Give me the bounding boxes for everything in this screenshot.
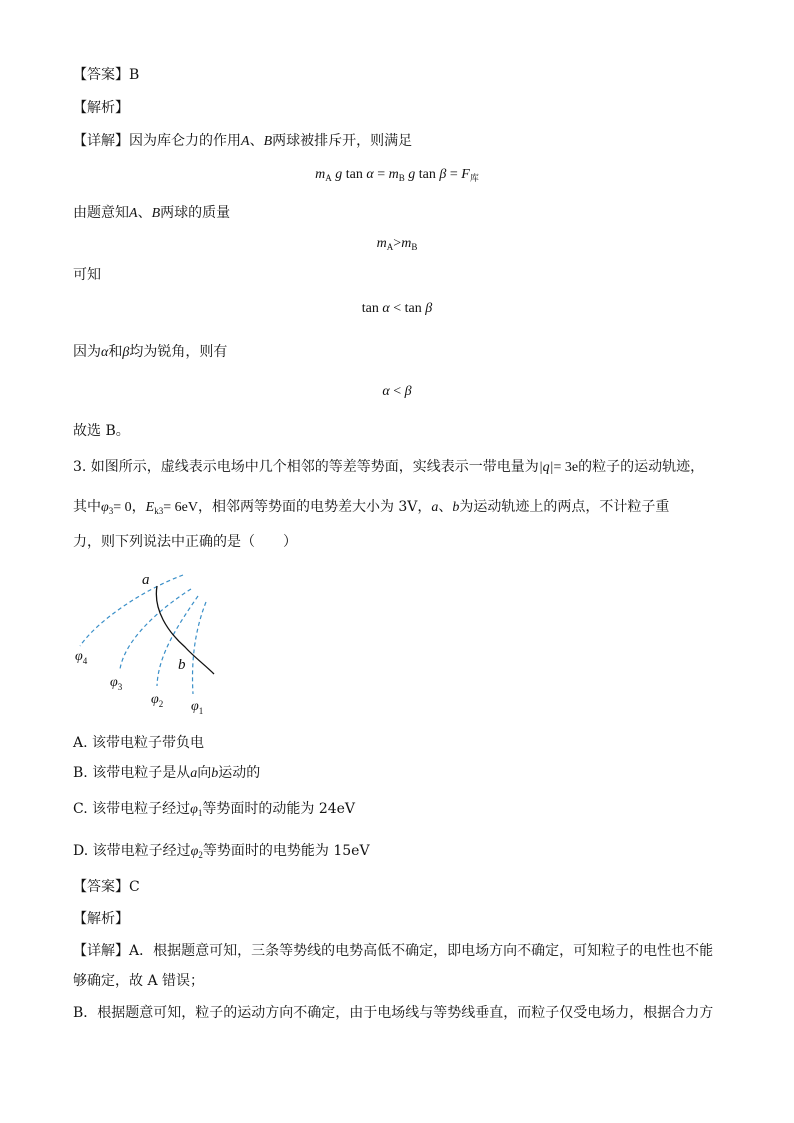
separator: 、 [249,133,264,149]
eq-symbol: m [401,236,412,251]
ek-sub: k3 [154,506,164,516]
separator: ， [131,499,146,515]
detail-text: 两球被排斥开，则满足 [272,133,413,149]
option-text: C. 该带电粒子经过 [73,801,191,817]
question-text: ，相邻两等势面的电势差大小为 3V， [197,499,432,515]
phi4-label: $\varphi_4$ [75,649,88,666]
question-text: 的粒子的运动轨迹， [578,459,705,475]
detail-text: 【详解】因为库仑力的作用 [73,133,241,149]
conclusion-line: 故选 B。 [73,423,130,439]
equation-3 [0,299,794,319]
ball-b-label: B [263,134,273,149]
answer-label-1: 【答案】B [73,67,140,83]
eq-sub: A [386,242,394,252]
detail-line-1 [73,131,412,152]
beta-symbol: β [122,345,130,360]
detail-line-2 [73,203,230,224]
eq-op: < [393,301,402,316]
answer-label-2: 【答案】C [73,879,140,895]
question-text: 其中 [73,499,101,515]
phi-symbol: φ [101,500,109,515]
point-label-a: a [142,572,150,588]
eq-sub: B [398,173,405,183]
eq-func: tan [418,167,436,182]
equipotential-figure [73,570,223,720]
eq-symbol: g [408,167,416,182]
equation-2 [0,234,794,257]
ball-a-label: A [129,206,138,221]
eq-symbol: m [388,167,399,182]
option-text: 运动的 [218,765,261,781]
detail-line-4 [73,342,227,363]
phi-value: = 0 [113,500,132,515]
option-c [73,799,355,823]
alpha-symbol: α [101,345,109,360]
equation-4 [0,382,794,402]
analysis-label-1: 【解析】 [73,100,129,116]
eq-func: tan [404,301,422,316]
phi3-label: $\varphi_3$ [110,675,123,692]
eq-symbol: g [335,167,343,182]
option-text: D. 该带电粒子经过 [73,843,191,859]
eq-op: = [449,167,458,182]
ball-b-label: B [151,206,161,221]
detail-text: 两球的质量 [160,205,231,221]
eq-symbol: m [376,236,387,251]
phi-symbol: φ [190,844,199,859]
option-a: A. 该带电粒子带负电 [73,735,205,751]
eq-op: > [393,236,402,251]
eq-symbol: β [404,384,412,399]
question-text: 为运动轨迹上的两点，不计粒子重 [459,499,670,515]
equipotential-diagram [73,570,223,720]
detail-text: 均为锐角，则有 [129,344,228,360]
detail-text: 和 [108,344,123,360]
ball-a-label: A [241,134,250,149]
eq-op: = [377,167,386,182]
ek-value: = 6eV [163,500,198,515]
eq-sub: B [411,242,418,252]
eq-symbol: m [315,167,326,182]
eq-func: tan [345,167,363,182]
point-a: a [431,500,439,515]
detail-line-3: 可知 [73,267,101,283]
analysis-label-2: 【解析】 [73,911,129,927]
equipotential-line-phi1 [193,602,206,694]
point-a: a [190,766,198,781]
option-text: 向 [197,765,212,781]
eq-symbol: α [382,301,390,316]
equation-1 [0,165,794,188]
charge-value: = 3e [553,460,579,475]
point-b: b [211,766,219,781]
separator: 、 [438,499,453,515]
option-b [73,763,260,784]
equipotential-line-phi4 [80,575,183,646]
question-3-line-2 [73,497,669,521]
option-text: 等势面时的动能为 24eV [202,801,356,817]
separator: 、 [137,205,152,221]
phi-sub: 1 [197,808,203,818]
eq-symbol: α [366,167,374,182]
option-d [73,841,370,865]
phi-symbol: φ [190,802,198,817]
eq-symbol: F [461,167,470,182]
phi-sub: 3 [108,506,114,516]
point-label-b: b [178,657,186,673]
detail-text: 由题意知 [73,205,129,221]
point-b: b [452,500,460,515]
question-3-line-3: 力，则下列说法中正确的是（ ） [73,534,297,550]
eq-sub: A [325,173,332,183]
phi2-label: $\varphi_2$ [151,692,164,709]
ek-symbol: E [145,500,155,515]
charge-abs: |q| [538,460,554,475]
eq-func: tan [361,301,379,316]
option-text: B. 该带电粒子是从 [73,765,191,781]
eq-sub: 库 [469,173,479,183]
detail-2-line-2: 够确定，故 A 错误； [73,973,205,989]
eq-symbol: β [439,167,447,182]
eq-op: < [393,384,402,399]
detail-2-line-1: 【详解】A．根据题意可知，三条等势线的电势高低不确定，即电场方向不确定，可知粒子的电性也不能 [73,943,714,959]
option-text: 等势面时的电势能为 15eV [202,843,370,859]
detail-text: 因为 [73,344,101,360]
detail-2-line-3: B．根据题意可知，粒子的运动方向不确定，由于电场线与等势线垂直，而粒子仅受电场力，根据合力方 [73,1005,714,1021]
question-text: 3. 如图所示，虚线表示电场中几个相邻的等差等势面，实线表示一带电量为 [73,459,539,475]
question-3-line-1 [73,457,704,478]
eq-symbol: β [425,301,433,316]
phi1-label: $\varphi_1$ [191,699,204,716]
eq-symbol: α [382,384,390,399]
phi-sub: 2 [198,850,203,860]
